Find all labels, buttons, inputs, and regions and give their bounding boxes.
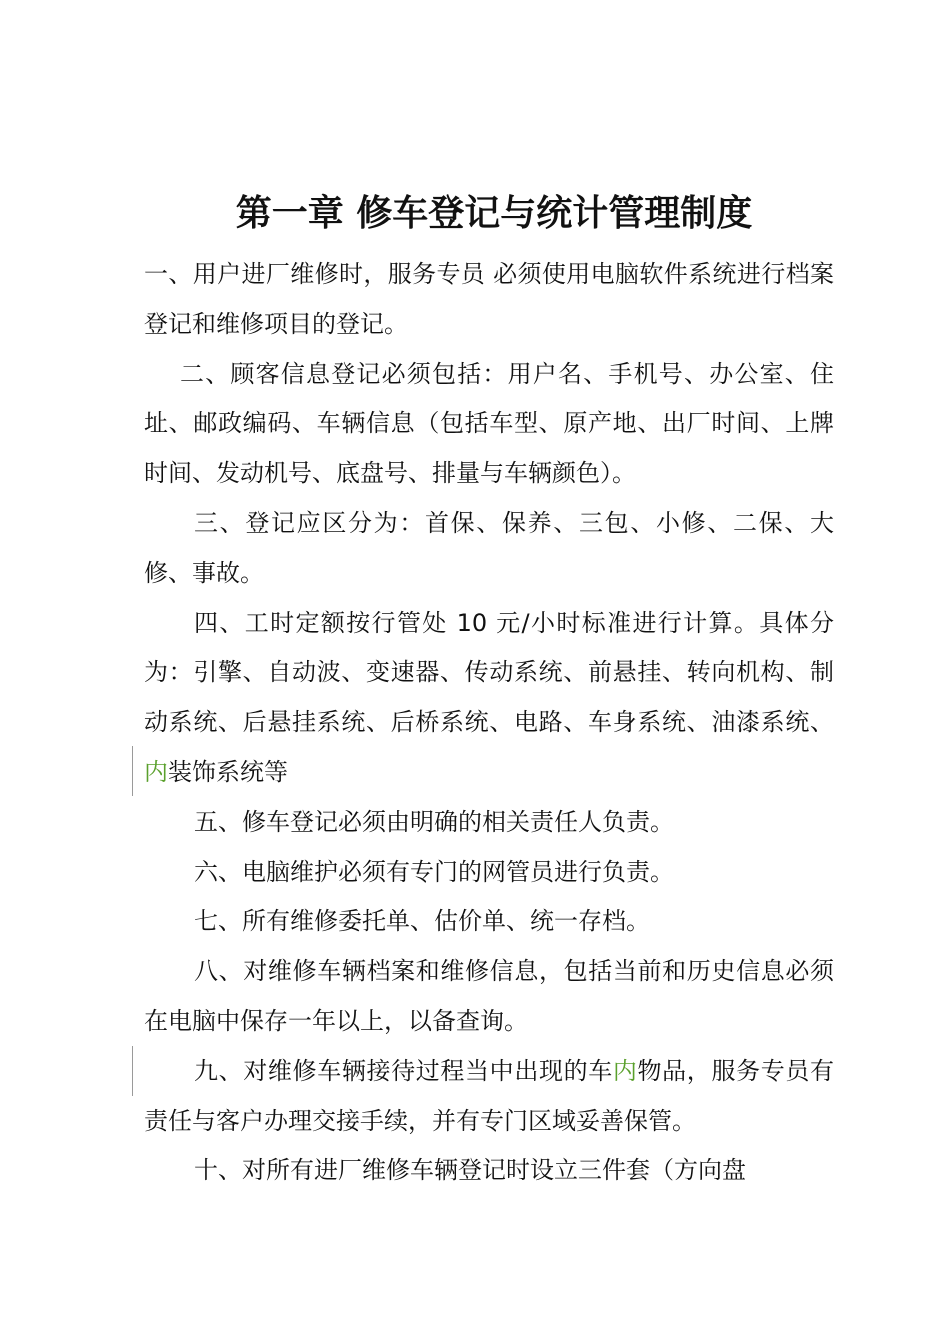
paragraph-1: 一、用户进厂维修时，服务专员 必须使用电脑软件系统进行档案登记和维修项目的登记。 (144, 260, 834, 338)
paragraph-4 (144, 599, 834, 798)
paragraph-8: 八、对维修车辆档案和维修信息，包括当前和历史信息必须在电脑中保存一年以上，以备查询。 (144, 957, 834, 1035)
paragraph-6: 六、电脑维护必须有专门的网管员进行负责。 (194, 857, 674, 886)
paragraph-10: 十、对所有进厂维修车辆登记时设立三件套（方向盘 (194, 1156, 746, 1185)
paragraph-5: 五、修车登记必须由明确的相关责任人负责。 (194, 807, 674, 836)
paragraph-4-text-end: 装饰系统等 (168, 757, 288, 786)
change-bar (132, 746, 133, 796)
tracked-change-text: 内 (612, 1056, 638, 1085)
paragraph-4-text: 四、工时定额按行管处 10 元/小时标准进行计算。具体分为：引擎、自动波、变速器、传动系统、前悬挂、转向机构、制动系统、后悬挂系统、后桥系统、电路、车身系统、油漆系统、 (144, 608, 834, 737)
paragraph-3: 三、登记应区分为：首保、保养、三包、小修、二保、大修、事故。 (144, 508, 834, 587)
change-bar (132, 1046, 133, 1096)
paragraph-2: 二、顾客信息登记必须包括：用户名、手机号、办公室、住址、邮政编码、车辆信息（包括车型、原产地、出厂时间、上牌时间、发动机号、底盘号、排量与车辆颜色）。 (144, 359, 834, 488)
paragraph-9 (144, 1047, 834, 1147)
page-title: 第一章 修车登记与统计管理制度 (235, 193, 753, 234)
paragraph-9-text-end: 物品，服务专员有责任与客户办理交接手续，并有专门区域妥善保管。 (144, 1056, 835, 1135)
document-body (144, 250, 834, 1196)
paragraph-7: 七、所有维修委托单、估价单、统一存档。 (194, 907, 650, 936)
paragraph-9-text: 九、对维修车辆接待过程当中出现的车 (194, 1056, 613, 1085)
tracked-change-text: 内 (144, 757, 168, 786)
